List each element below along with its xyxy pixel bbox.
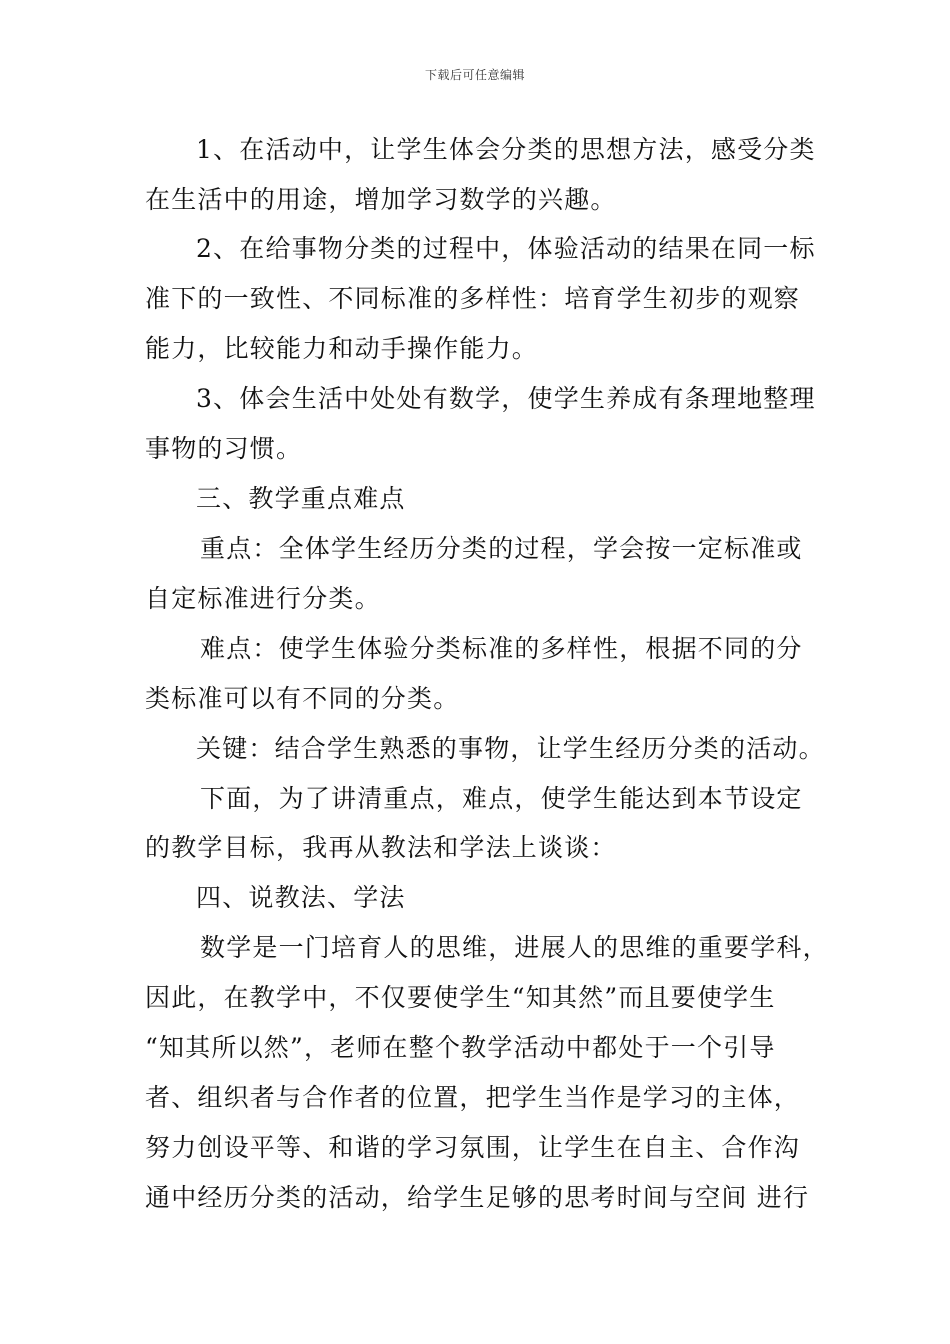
text-line: 在生活中的用途，增加学习数学的兴趣。 [145, 185, 617, 214]
text-line: 关键：结合学生熟悉的事物，让学生经历分类的活动。 [196, 734, 825, 763]
text-line: 自定标准进行分类。 [145, 584, 381, 613]
text-line: 事物的习惯。 [145, 434, 303, 463]
section-heading: 三、教学重点难点 [196, 484, 406, 513]
text-line: 难点：使学生体验分类标准的多样性，根据不同的分 [200, 634, 803, 663]
section-heading: 四、说教法、学法 [196, 883, 406, 912]
text-line: 准下的一致性、不同标准的多样性：培育学生初步的观察 [145, 284, 801, 313]
text-line: 2、在给事物分类的过程中，体验活动的结果在同一标 [196, 234, 816, 263]
text-line: “知其所以然”，老师在整个教学活动中都处于一个引导 [145, 1033, 776, 1062]
text-line: 通中经历分类的活动，给学生足够的思考时间与空间 进行 [145, 1183, 810, 1212]
text-line: 者、组织者与合作者的位置，把学生当作是学习的主体， [145, 1083, 801, 1112]
text-line: 重点：全体学生经历分类的过程，学会按一定标准或 [200, 534, 803, 563]
text-line: 下面，为了讲清重点，难点，使学生能达到本节设定 [200, 784, 803, 813]
text-line: 的教学目标，我再从教法和学法上谈谈： [145, 833, 617, 862]
text-line: 1、在活动中，让学生体会分类的思想方法，感受分类 [196, 135, 816, 164]
text-line: 努力创设平等、和谐的学习氛围，让学生在自主、合作沟 [145, 1133, 801, 1162]
text-line: 3、体会生活中处处有数学，使学生养成有条理地整理 [196, 384, 816, 413]
text-line: 能力，比较能力和动手操作能力。 [145, 334, 539, 363]
text-line: 数学是一门培育人的思维，进展人的思维的重要学科， [200, 933, 829, 962]
page-header: 下载后可任意编辑 [424, 68, 525, 82]
text-line: 类标准可以有不同的分类。 [145, 684, 460, 713]
text-line: 因此，在教学中，不仅要使学生“知其然”而且要使学生 [145, 983, 776, 1012]
